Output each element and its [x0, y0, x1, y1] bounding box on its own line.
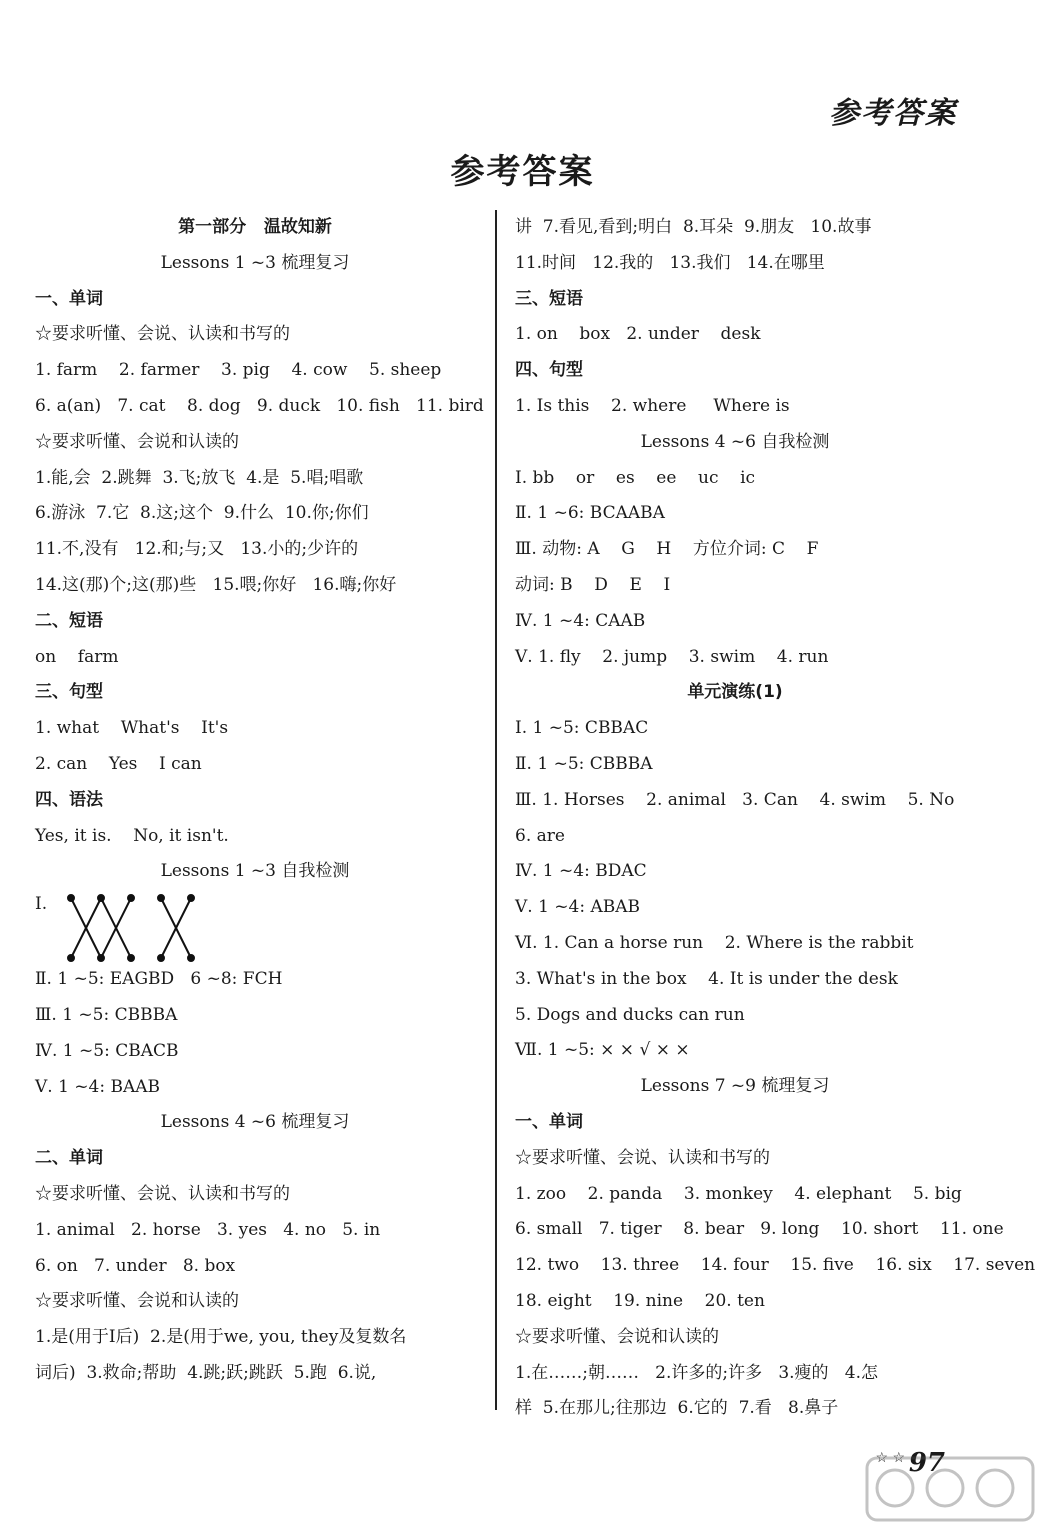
answer-line: Ⅶ. 1 ~5: × × √ × ×: [515, 1040, 690, 1061]
answer-line: Ⅳ. 1 ~4: BDAC: [515, 861, 647, 882]
answer-line: 18. eight 19. nine 20. ten: [515, 1290, 765, 1311]
section-heading: Lessons 4 ~6 自我检测: [640, 431, 830, 452]
answer-line: 6. a(an) 7. cat 8. dog 9. duck 10. fish 11. bird: [35, 395, 484, 416]
answer-line: 6. small 7. tiger 8. bear 9. long 10. short 11. one: [515, 1219, 1004, 1240]
subsection-heading: 二、短语: [35, 610, 103, 631]
answer-line: Ⅳ. 1 ~5: CBACB: [35, 1040, 179, 1061]
answer-line: 1.能,会 2.跳舞 3.飞;放飞 4.是 5.唱;唱歌: [35, 467, 364, 488]
answer-line: Ⅱ. 1 ~6: BCAABA: [515, 503, 665, 524]
answer-line: 样 5.在那儿;往那边 6.它的 7.看 8.鼻子: [515, 1398, 839, 1419]
left-column: [35, 210, 484, 1392]
watermark-logo: [865, 1454, 1035, 1524]
page-title: 参考答案: [450, 152, 595, 192]
answer-line: 6.游泳 7.它 8.这;这个 9.什么 10.你;你们: [35, 503, 369, 524]
subsection-heading: 四、语法: [35, 789, 103, 810]
answer-line: 讲 7.看见,看到;明白 8.耳朵 9.朋友 10.故事: [515, 217, 872, 237]
answer-line: 1. what What's It's: [35, 718, 229, 739]
section-heading: Lessons 1 ~3 梳理复习: [160, 252, 350, 273]
answer-line: ☆要求听懂、会说、认读和书写的: [35, 1183, 290, 1204]
answer-line: Ⅴ. 1. fly 2. jump 3. swim 4. run: [515, 646, 829, 667]
answer-line: Ⅱ. 1 ~5: EAGBD 6 ~8: FCH: [35, 969, 283, 990]
answer-line: 11.时间 12.我的 13.我们 14.在哪里: [515, 252, 825, 273]
answer-line: Ⅳ. 1 ~4: CAAB: [515, 610, 646, 631]
subsection-heading: 三、句型: [35, 682, 103, 703]
section-heading: Lessons 4 ~6 梳理复习: [160, 1112, 350, 1133]
column-divider: [495, 210, 497, 1410]
answer-line: 5. Dogs and ducks can run: [515, 1004, 745, 1025]
answer-line: 1. zoo 2. panda 3. monkey 4. elephant 5. big: [515, 1183, 962, 1204]
matching-diagram: [35, 890, 475, 962]
page-number: 97: [908, 1448, 945, 1478]
answer-line: 1.在……;朝…… 2.许多的;许多 3.瘦的 4.怎: [515, 1362, 878, 1383]
subsection-heading: 一、单词: [515, 1111, 583, 1132]
answer-line: Ⅰ. 1 ~5: CBBAC: [515, 718, 649, 739]
answer-line: 动词: B D E I: [515, 574, 671, 595]
section-heading: Lessons 1 ~3 自我检测: [160, 861, 350, 882]
matching-label: Ⅰ.: [35, 894, 48, 915]
right-column: [515, 210, 1036, 1427]
answer-line: 6. are: [515, 825, 565, 846]
answer-line: Yes, it is. No, it isn't.: [35, 825, 229, 846]
matching-lines: [35, 890, 235, 962]
answer-line: Ⅰ. bb or es ee uc ic: [515, 467, 756, 488]
answer-line: Ⅴ. 1 ~4: ABAB: [515, 897, 641, 918]
part-title: 第一部分 温故知新: [178, 217, 332, 237]
answer-line: Ⅲ. 1. Horses 2. animal 3. Can 4. swim 5. No: [515, 789, 955, 810]
subsection-heading: 四、句型: [515, 360, 583, 381]
answer-line: 1.是(用于I后) 2.是(用于we, you, they及复数名: [35, 1327, 407, 1348]
answer-line: on farm: [35, 646, 119, 667]
answer-line: 3. What's in the box 4. It is under the desk: [515, 968, 898, 989]
answer-line: ☆要求听懂、会说和认读的: [515, 1326, 719, 1347]
subsection-heading: 二、单词: [35, 1148, 103, 1169]
answer-line: ☆要求听懂、会说、认读和书写的: [515, 1147, 770, 1168]
answer-line: Ⅵ. 1. Can a horse run 2. Where is the rabbit: [515, 932, 914, 953]
answer-line: 1. Is this 2. where Where is: [515, 395, 790, 416]
answer-line: Ⅲ. 动物: A G H 方位介词: C F: [515, 539, 819, 560]
answer-line: Ⅴ. 1 ~4: BAAB: [35, 1076, 161, 1097]
answer-line: 11.不,没有 12.和;与;又 13.小的;少许的: [35, 539, 359, 560]
answer-line: 12. two 13. three 14. four 15. five 16. six 17. seven: [515, 1255, 1036, 1276]
answer-line: 1. animal 2. horse 3. yes 4. no 5. in: [35, 1219, 381, 1240]
answer-line: 6. on 7. under 8. box: [35, 1255, 236, 1276]
section-heading: 单元演练(1): [687, 682, 783, 703]
answer-line: 2. can Yes I can: [35, 753, 202, 774]
answer-line: 14.这(那)个;这(那)些 15.喂;你好 16.嗨;你好: [35, 574, 397, 595]
answer-line: ☆要求听懂、会说、认读和书写的: [35, 324, 290, 345]
answer-line: 1. on box 2. under desk: [515, 324, 761, 345]
answer-line: ☆要求听懂、会说和认读的: [35, 1291, 239, 1312]
answer-line: 1. farm 2. farmer 3. pig 4. cow 5. sheep: [35, 360, 442, 381]
answer-line: Ⅲ. 1 ~5: CBBBA: [35, 1004, 178, 1025]
subsection-heading: 一、单词: [35, 288, 103, 309]
header-corner-title: 参考答案: [829, 96, 957, 131]
answer-line: 词后) 3.救命;帮助 4.跳;跃;跳跃 5.跑 6.说,: [35, 1362, 377, 1383]
section-heading: Lessons 7 ~9 梳理复习: [640, 1076, 830, 1097]
star-icon: ☆ ☆: [875, 1450, 905, 1466]
answer-line: ☆要求听懂、会说和认读的: [35, 431, 239, 452]
subsection-heading: 三、短语: [515, 288, 583, 309]
answer-line: Ⅱ. 1 ~5: CBBBA: [515, 753, 653, 774]
